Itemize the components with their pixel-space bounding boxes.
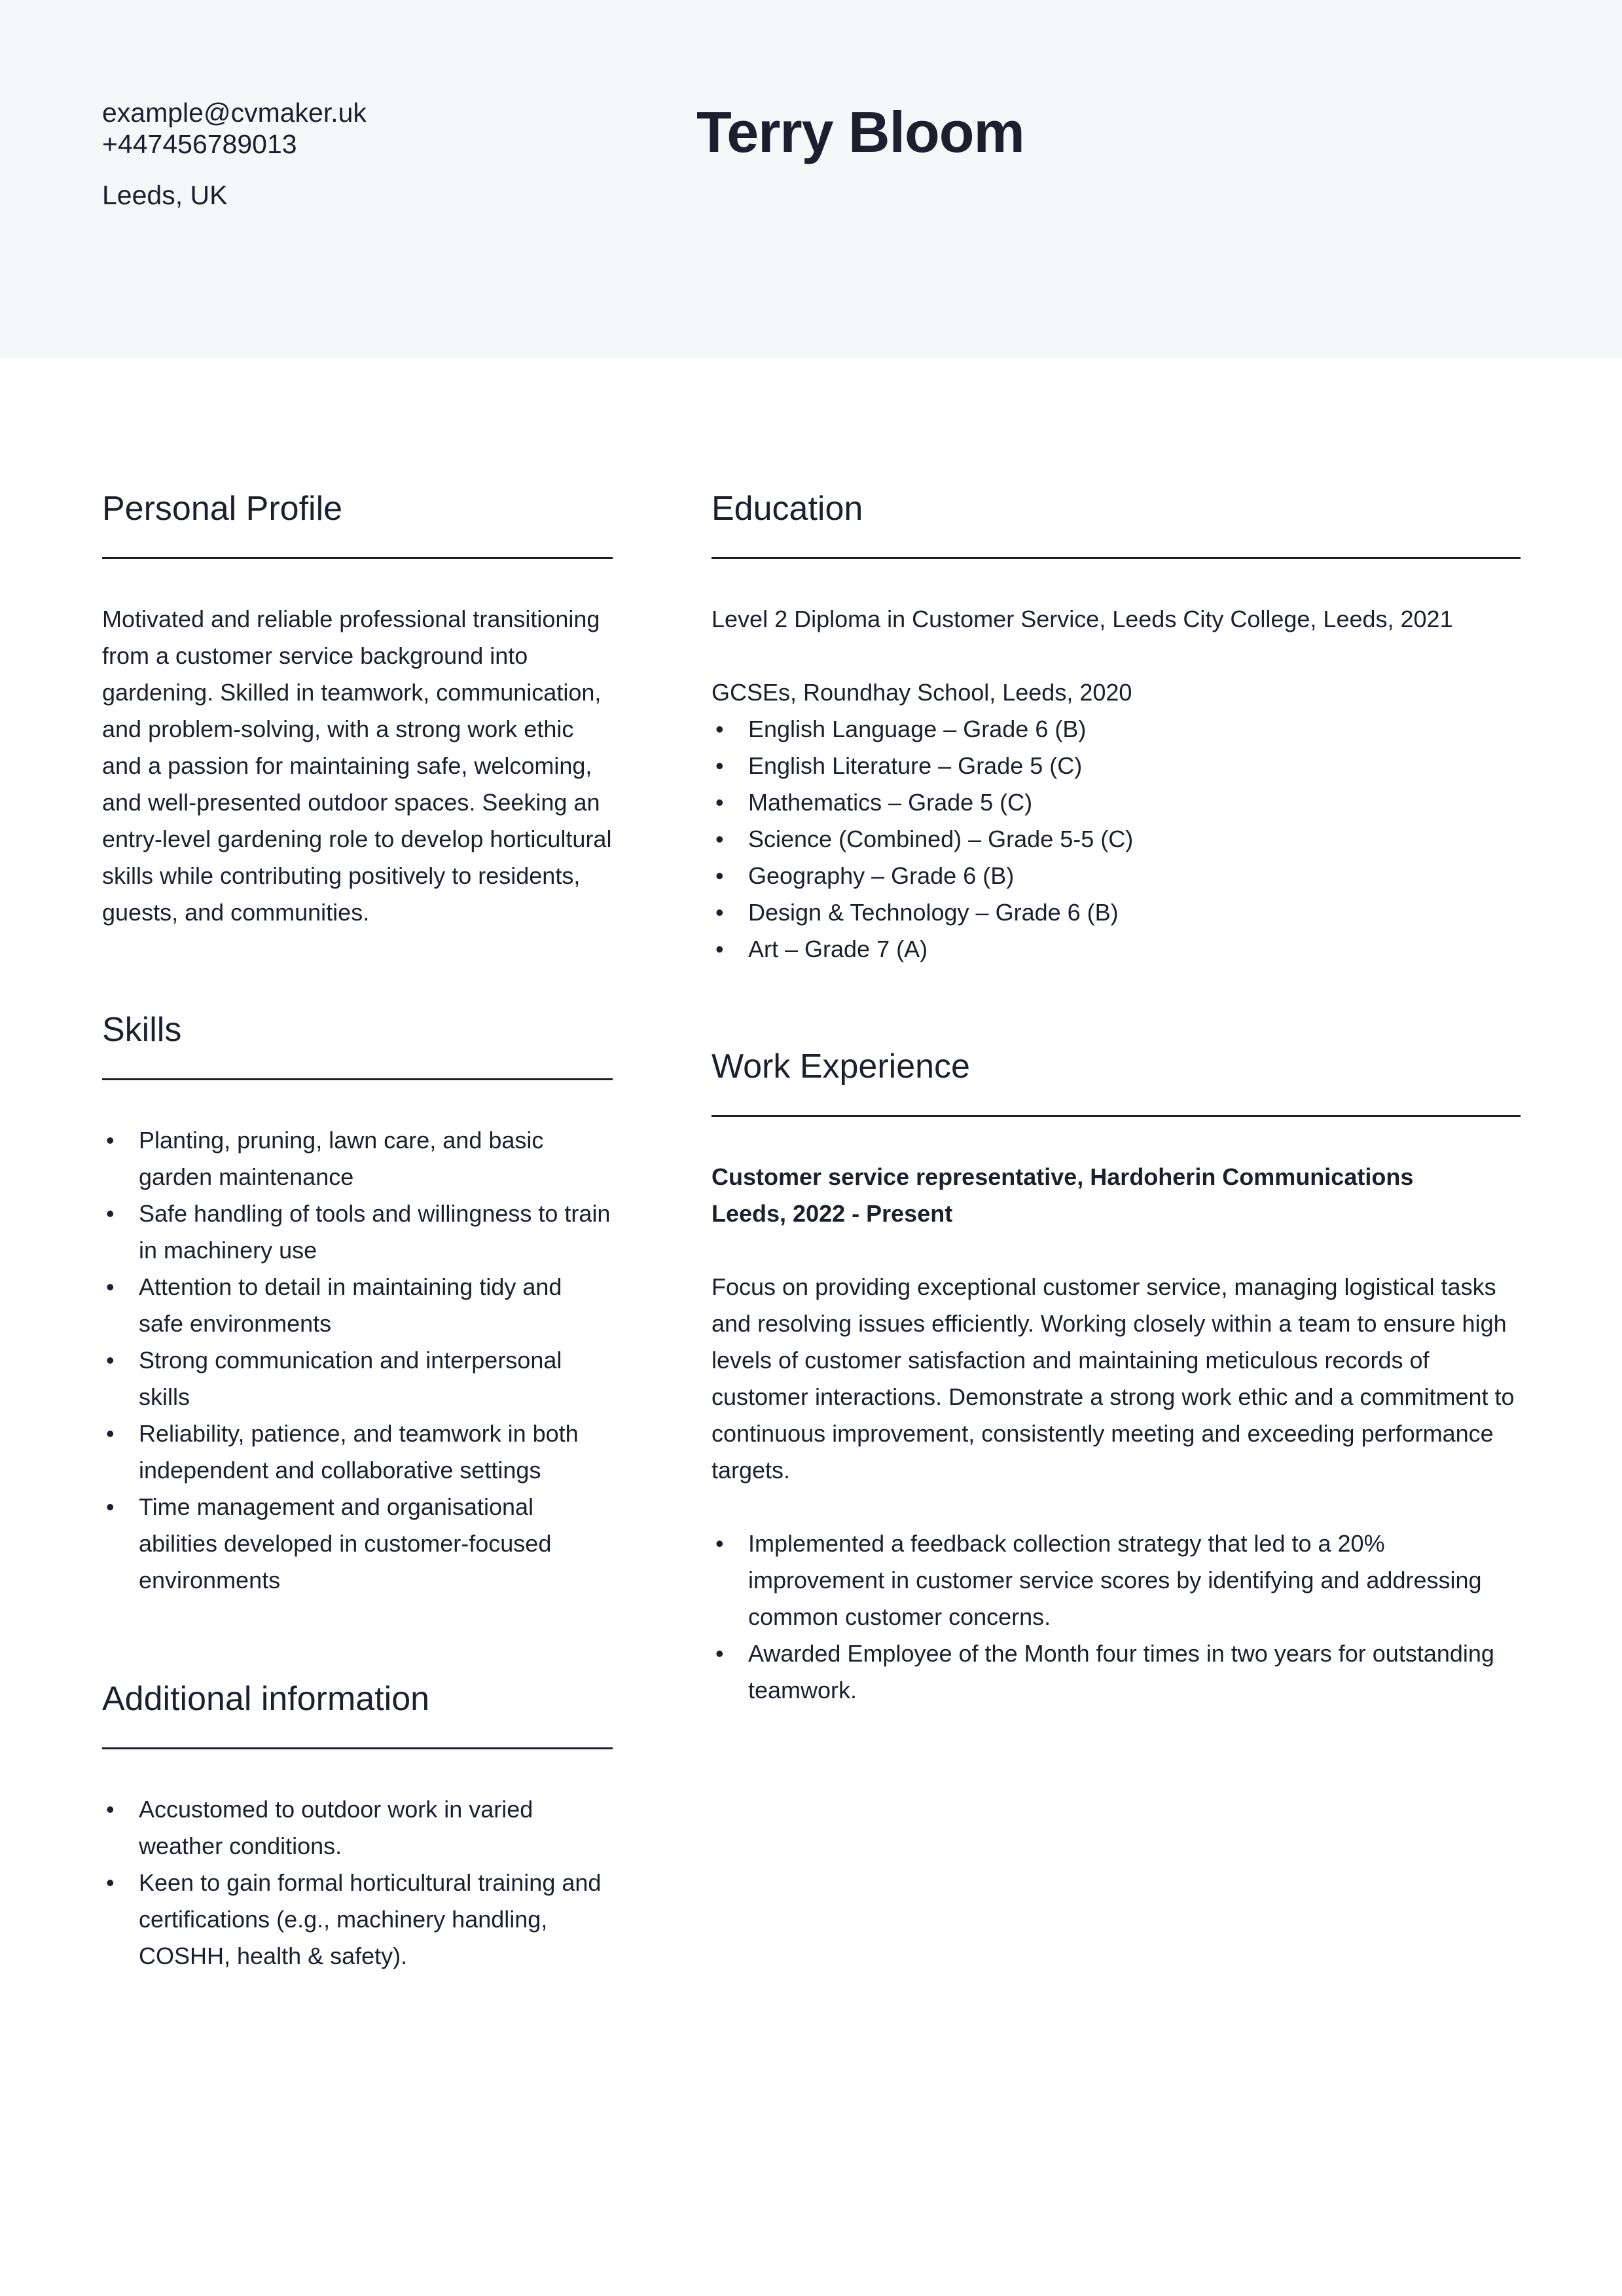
- list-item: • Reliability, patience, and teamwork in both independent and collaborative settings: [102, 1415, 613, 1489]
- header-band: [0, 0, 1622, 358]
- list-item: • Science (Combined) – Grade 5-5 (C): [712, 821, 1521, 858]
- list-item: • Implemented a feedback collection strategy that led to a 20% improvement in customer service scores by identifying and addressing common customer concerns.: [712, 1525, 1521, 1635]
- candidate-name: Terry Bloom: [696, 100, 1024, 164]
- skills-section: [102, 1009, 613, 1599]
- list-item: • Awarded Employee of the Month four times in two years for outstanding teamwork.: [712, 1635, 1521, 1709]
- list-item: • Mathematics – Grade 5 (C): [712, 784, 1521, 821]
- profile-section: [102, 488, 613, 931]
- gcse-list: [712, 711, 1521, 968]
- education-gcse-heading: GCSEs, Roundhay School, Leeds, 2020: [712, 679, 1132, 706]
- work-place-dates: Leeds, 2022 - Present: [712, 1200, 953, 1227]
- education-section: [712, 488, 1521, 968]
- contact-block: [102, 97, 367, 211]
- list-item: • Accustomed to outdoor work in varied weather conditions.: [102, 1791, 613, 1865]
- skills-title: Skills: [102, 1009, 613, 1080]
- additional-section: [102, 1678, 613, 1975]
- work-role: Customer service representative, Hardoherin Communications: [712, 1163, 1414, 1190]
- contact-email: example@cvmaker.uk: [102, 98, 367, 128]
- profile-text: Motivated and reliable professional transitioning from a customer service background into gardening. Skilled in teamwork, communication, and problem-solving, with a strong work ethic and a passion for maintaining safe, welcoming, and well-presented outdoor spaces. Seeking an entry-level gardening role to develop horticultural skills while contributing positively to residents, guests, and communities.: [102, 606, 612, 926]
- work-section: [712, 1046, 1521, 1709]
- contact-location: Leeds, UK: [102, 180, 228, 210]
- list-item: • Geography – Grade 6 (B): [712, 858, 1521, 894]
- list-item: • English Language – Grade 6 (B): [712, 711, 1521, 748]
- additional-list: [102, 1791, 613, 1975]
- work-description: Focus on providing exceptional customer service, managing logistical tasks and resolving issues efficiently. Working closely within a team to ensure high levels of customer satisfaction and maintaining meticulous records of customer interactions. Demonstrate a strong work ethic and a commitment to continuous improvement, consistently meeting and exceeding performance targets.: [712, 1273, 1515, 1484]
- list-item: • Art – Grade 7 (A): [712, 931, 1521, 968]
- list-item: • Safe handling of tools and willingness to train in machinery use: [102, 1195, 613, 1269]
- list-item: • Design & Technology – Grade 6 (B): [712, 894, 1521, 931]
- contact-phone: +447456789013: [102, 129, 297, 159]
- education-title: Education: [712, 488, 1521, 559]
- list-item: • Strong communication and interpersonal skills: [102, 1342, 613, 1415]
- list-item: • Planting, pruning, lawn care, and basic garden maintenance: [102, 1122, 613, 1195]
- list-item: • Time management and organisational abilities developed in customer-focused environments: [102, 1489, 613, 1599]
- profile-title: Personal Profile: [102, 488, 613, 559]
- additional-title: Additional information: [102, 1678, 613, 1749]
- list-item: • English Literature – Grade 5 (C): [712, 748, 1521, 784]
- list-item: • Keen to gain formal horticultural training and certifications (e.g., machinery handling, COSHH, health & safety).: [102, 1865, 613, 1975]
- work-achievements: [712, 1525, 1521, 1709]
- list-item: • Attention to detail in maintaining tidy and safe environments: [102, 1269, 613, 1342]
- work-title: Work Experience: [712, 1046, 1521, 1117]
- education-diploma: Level 2 Diploma in Customer Service, Leeds City College, Leeds, 2021: [712, 606, 1453, 632]
- skills-list: [102, 1122, 613, 1599]
